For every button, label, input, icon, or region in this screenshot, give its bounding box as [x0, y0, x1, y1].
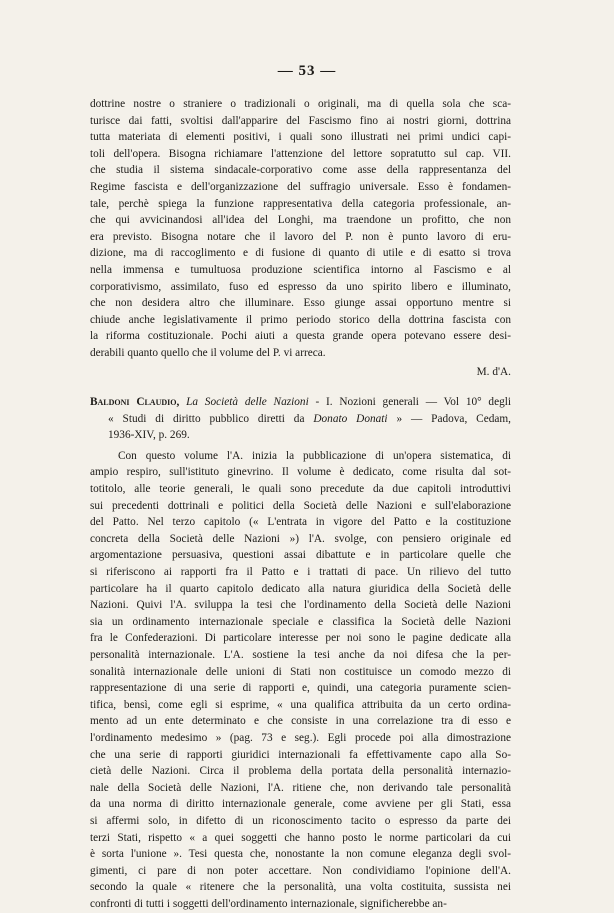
review-2-text-line: tifica, bensì, come egli si esprime, « una qualifica attribuita da un certo ordina- [90, 698, 511, 711]
review-1-text-line: che studia il sistema sindacale-corporativo come asse della rappresentanza del [90, 164, 511, 177]
heading-line-2 [90, 411, 511, 428]
review-1-text-line: dottrine nostre o straniere o tradizionali o originali, ma di quella sola che sca- [90, 98, 511, 110]
page-number: — 53 — [277, 63, 337, 79]
review-2-text-line: gimenti, ci pare di non poter accettare. Non condividiamo l'opinione dell'A. [90, 864, 511, 877]
heading-editor: Donato Donati [313, 412, 388, 425]
review-1-text [90, 96, 511, 362]
review-2-text-line: argomentazione persuasiva, questioni assai dibattute e in particolare quelle che [90, 549, 511, 562]
heading-publisher: » — Padova, Cedam, [387, 412, 511, 425]
review-2-text-line: Nazioni. Quivi l'A. sviluppa la tesi che l'ordinamento della Società delle Nazioni [90, 599, 511, 612]
review-1-text-line: toli dell'opera. Bisogna richiamare l'attenzione del lettore sopratutto sul cap. VII. [90, 147, 511, 160]
review-1-text-line: nella immensa e tumultuosa produzione scientifica intorno al Fascismo e al [90, 263, 511, 276]
review-2-text-line: è sorta l'unione ». Tesi questa che, nonostante la non comune eleganza degli svol- [90, 848, 511, 861]
review-2-text [90, 448, 511, 913]
review-1-text-line: tutta materiata di elementi positivi, i quali sono illustrati nei primi undici capi- [90, 131, 511, 144]
review-2-text-line: cietà delle Nazioni. Circa il problema della portata della personalità internazio- [90, 765, 511, 778]
review-2-text-line: personalità internazionale. L'A. sostiene la tesi anche da noi difesa che la per- [90, 649, 511, 661]
review-2-text-line: Con questo volume l'A. inizia la pubblicazione di un'opera sistematica, di [118, 449, 511, 462]
section-gap [90, 380, 511, 394]
review-2-text-line: l'ordinamento medesimo » (pag. 73 e seg.). Egli procede poi alla dimostrazione [90, 731, 511, 744]
heading-line-1 [90, 394, 511, 411]
review-2-text-line: si riferiscono ai rapporti fra il Patto e i trattati di pace. Un rilievo del tutto [90, 566, 511, 579]
review-2-text-line: rappresentazione di una serie di rapporti e, quindi, una categoria puramente scien- [90, 682, 511, 695]
review-2-text-line: confronti di tutti i soggetti dell'ordinamento internazionale, significherebbe an- [90, 897, 447, 910]
review-1-text-line: tale, perchè spiega la funzione rappresentativa della categoria professionale, an- [90, 197, 511, 210]
review-2-text-line: da una norma di diritto internazionale generale, come avviene per gli Stati, essa [90, 798, 511, 811]
review-1-text-line: era previsto. Bisogna notare che il lavoro del P. non è punto lavoro di eru- [90, 230, 511, 243]
review-2-text-line: che una serie di rapporti giuridici internazionali fa effettivamente capo alla So- [90, 748, 511, 761]
reviewer-signature: M. d'A. [476, 365, 511, 378]
review-2-text-line: sonalità internazionale delle unioni di Stati non costituisce un comodo mezzo di [90, 665, 511, 678]
review-2-text-line: ampio respiro, sull'istituto ginevrino. Il volume è dedicato, come risulta dal sot- [90, 466, 511, 479]
review-1-text-line: derabili quanto quello che il volume del P. vi arreca. [90, 346, 326, 359]
review-2-text-line: sui precedenti dottrinali e politici della Società delle Nazioni e sull'elaborazione [90, 499, 511, 512]
review-2-text-line: nale della Società delle Nazioni, l'A. ritiene che, non derivando tale personalità [90, 781, 511, 794]
review-book-title: La Società delle Nazioni [186, 396, 309, 409]
review-2-text-line: secondo la quale « ritenere che la personalità, una volta costituita, sussista nei [90, 881, 511, 894]
review-1-text-line: dizione, ma di raccoglimento e di fusione di quanto di utile e di esatto si trova [90, 247, 511, 260]
heading-series: « Studi di diritto pubblico diretti da [108, 412, 314, 425]
review-2-text-line: totitolo, alle teorie generali, le quali sono precedute da due capitoli introduttivi [90, 483, 511, 496]
review-2-text-line: mento ad un ente determinato e che consiste in una correlazione tra di esso e [90, 715, 511, 728]
review-2-heading [90, 394, 511, 444]
review-2-text-line: si affermi solo, in difetto di un riconoscimento tacito o espresso da parte dei [90, 814, 511, 827]
review-2-text-line: terzi Stati, rispetto « a quei soggetti che hanno posto le norme particolari da cui [90, 831, 511, 844]
review-2-text-line: del Patto. Nel terzo capitolo (« L'entrata in vigore del Patto e la costituzione [90, 516, 511, 529]
review-2-text-line: sia un ordinamento internazionale speciale e classifica la Società delle Nazioni [90, 615, 511, 628]
review-1-text-line: Regime fascista e dell'organizzazione del suffragio universale. Esso è fondamen- [90, 180, 511, 193]
review-author: Baldoni Claudio, [90, 396, 180, 409]
review-1-text-line: la riforma costituzionale. Pochi aiuti a questa grande opera potevano essere desi- [90, 330, 511, 343]
review-1-text-line: che non desidera altro che illuminare. Esso giunge assai opportuno mentre si [90, 297, 511, 310]
review-2-text-line: concreta della Società delle Nazioni ») l'A. svolge, con pensiero originale ed [90, 532, 511, 545]
heading-line-3: 1936-XIV, p. 269. [108, 429, 190, 442]
review-2-text-line: particolare ha il quarto capitolo dedicato alla natura giuridica della Società delle [90, 582, 511, 595]
page-body [90, 96, 511, 913]
review-1-text-line: che qui avvicinandosi all'idea del Longhi, ma traendone un profitto, che non [90, 214, 511, 227]
heading-line-1-rest: - I. Nozioni generali — Vol 10° degli [308, 396, 512, 409]
review-1-text-line: turisce dai fatti, svoltisi dall'apparire del Fascismo fino ai nostri giorni, dottrina [90, 114, 511, 127]
review-2-text-line: fra le Confederazioni. Di particolare interesse per noi sono le pagine dedicate alla [90, 632, 511, 645]
review-1-text-line: corporativismo, assimilato, fuso ed espresso da uno spirito libero e illuminato, [90, 280, 511, 293]
review-1-text-line: chiude anche legislativamente il primo periodo storico della dottrina fascista con [90, 313, 511, 326]
